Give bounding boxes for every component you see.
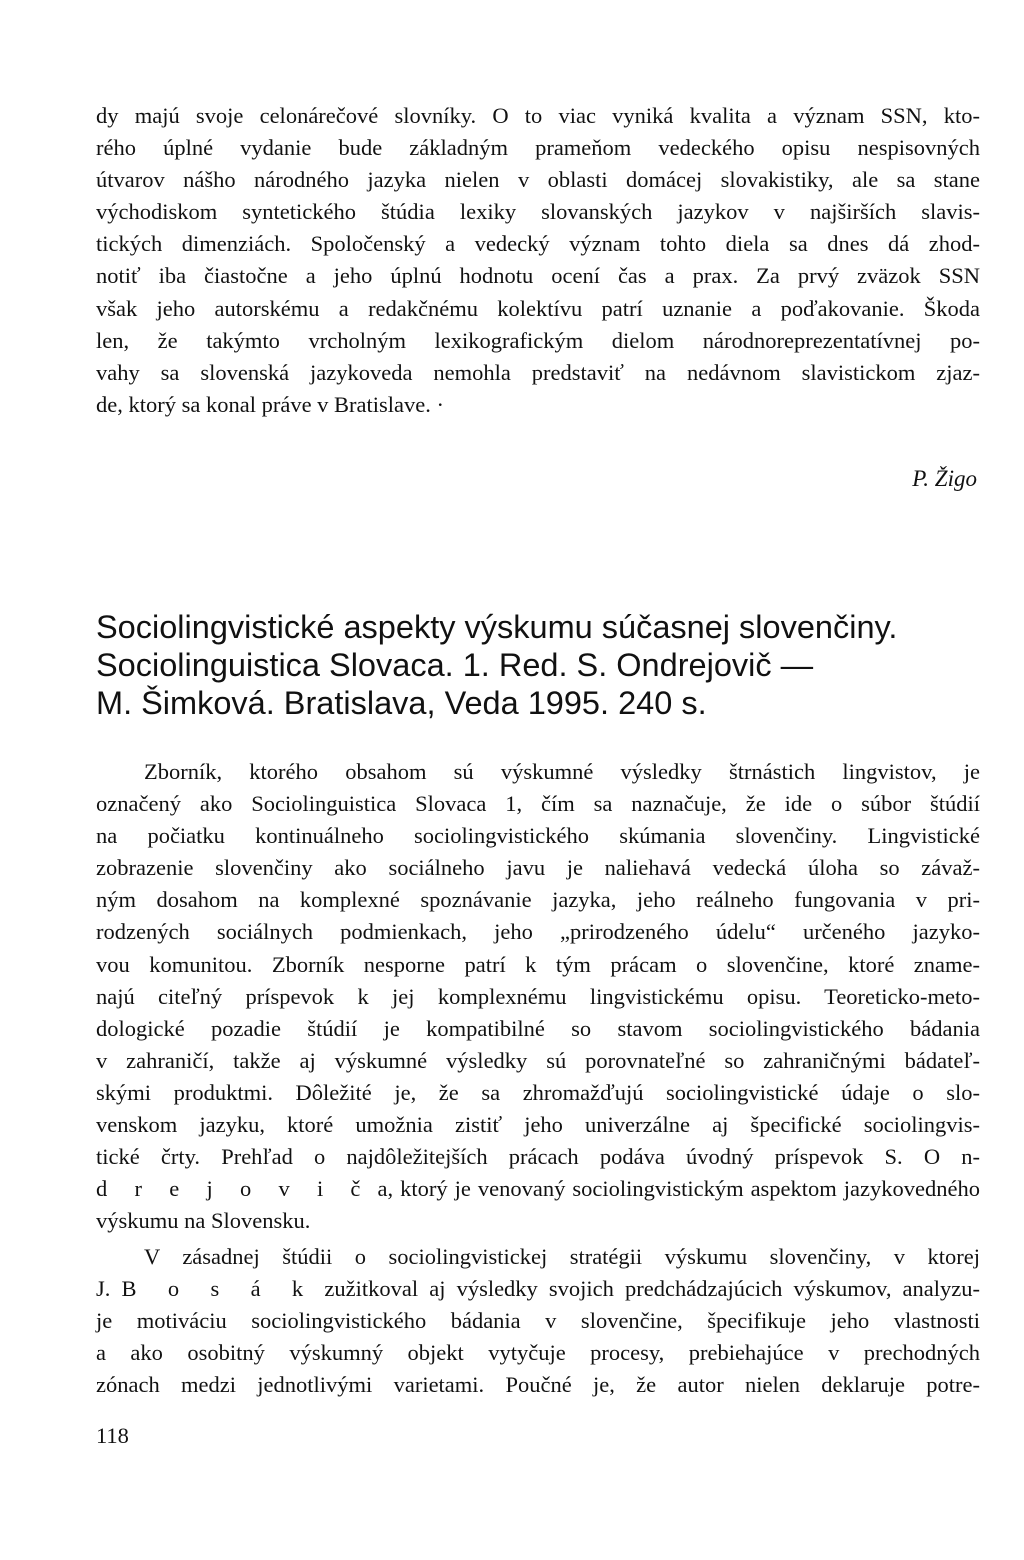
title-line: Sociolingvistické aspekty výskumu súčasnej slovenčiny. (96, 609, 898, 645)
text-line: útvarov nášho národného jazyka nielen v oblasti domácej slovakistiky, ale sa stane (96, 167, 980, 193)
text-line: dy majú svoje celonárečové slovníky. O to viac vyniká kvalita a význam SSN, kto- (96, 103, 980, 128)
text-line: Zborník, ktorého obsahom sú výskumné výsledky štrnástich lingvistov, je (144, 759, 980, 784)
page-number: 118 (96, 1423, 129, 1448)
text-line: výskumu na Slovensku. (96, 1208, 311, 1234)
text-fragment: J. (96, 1276, 122, 1302)
text-line: označený ako Sociolinguistica Slovaca 1, čím sa naznačuje, že ide o súbor štúdií (96, 791, 980, 817)
text-line: rého úplné vydanie bude základným prameňom vedeckého opisu nespisovných (96, 135, 980, 161)
text-line: zobrazenie slovenčiny ako sociálneho javu je naliehavá vedecká úloha so závaž- (96, 855, 980, 881)
spaced-author-name: d r e j o v i č (96, 1176, 371, 1202)
title-line: M. Šimková. Bratislava, Veda 1995. 240 s. (96, 685, 707, 721)
text-line: de, ktorý sa konal práve v Bratislave. · (96, 391, 445, 417)
text-line: v zahraničí, takže aj výskumné výsledky sú porovnateľné so zahraničnými bádateľ- (96, 1047, 980, 1073)
text-line: notiť iba čiastočne a jeho úplnú hodnotu ocení čas a prax. Za prvý zväzok SSN (96, 263, 980, 289)
text-line: tických dimenziách. Spoločenský a vedecký význam tohto diela sa dnes dá zhod- (96, 231, 980, 257)
text-fragment: a, ktorý je venovaný sociolingvistickým aspektom jazykovedného (370, 1176, 980, 1202)
title-line: Sociolinguistica Slovaca. 1. Red. S. Ondrejovič — (96, 647, 814, 683)
text-line: ným dosahom na komplexné spoznávanie jazyka, jeho reálneho fungovania v pri- (96, 887, 980, 913)
text-line: najú citeľný príspevok k jej komplexnému lingvistickému opisu. Teoreticko-meto- (96, 983, 980, 1009)
text-line (96, 1173, 980, 1205)
text-line: zónach medzi jednotlivými varietami. Poučné je, že autor nielen deklaruje potre- (96, 1372, 980, 1398)
text-line: V zásadnej štúdii o sociolingvistickej stratégii výskumu slovenčiny, v ktorej (144, 1244, 980, 1269)
text-line: východiskom syntetického štúdia lexiky slovanských jazykov v najširších slavis- (96, 199, 980, 225)
text-fragment: zužitkoval aj výsledky svojich predchádzajúcich výskumov, analyzu- (313, 1276, 981, 1302)
spaced-author-name: B o s á k (121, 1276, 314, 1302)
author-signature: P. Žigo (912, 466, 977, 491)
text-line: skými produktmi. Dôležité je, že sa zhromažďujú sociolingvistické údaje o slo- (96, 1079, 980, 1105)
text-line: len, že takýmto vrcholným lexikografickým dielom národnoreprezentatívnej po- (96, 327, 980, 353)
text-line: je motiváciu sociolingvistického bádania v slovenčine, špecifikuje jeho vlastnosti (96, 1308, 980, 1334)
review-title (96, 608, 996, 722)
text-line: tické črty. Prehľad o najdôležitejších prácach podáva úvodný príspevok S. O n- (96, 1144, 980, 1170)
text-line: vahy sa slovenská jazykoveda nemohla predstaviť na nedávnom slavistickom zjaz- (96, 359, 980, 385)
text-line: venskom jazyku, ktoré umožnia zistiť jeho univerzálne aj špecifické sociolingvis- (96, 1112, 980, 1138)
text-line: dologické pozadie štúdií je kompatibilné so stavom sociolingvistického bádania (96, 1015, 980, 1041)
text-line: vou komunitou. Zborník nesporne patrí k tým prácam o slovenčine, ktoré zname- (96, 951, 980, 977)
paragraph-review-ending (96, 100, 980, 421)
paragraph-bosak-study (96, 1241, 980, 1401)
text-line (96, 1273, 980, 1305)
paragraph-review-intro (96, 756, 980, 1237)
text-line: rodzených sociálnych podmienkach, jeho „prirodzeného údelu“ určeného jazyko- (96, 919, 980, 945)
text-line: na počiatku kontinuálneho sociolingvistického skúmania slovenčiny. Lingvistické (96, 823, 980, 849)
text-line: a ako osobitný výskumný objekt vytyčuje procesy, prebiehajúce v prechodných (96, 1340, 980, 1366)
text-line: však jeho autorskému a redakčnému kolektívu patrí uznanie a poďakovanie. Škoda (96, 295, 980, 321)
